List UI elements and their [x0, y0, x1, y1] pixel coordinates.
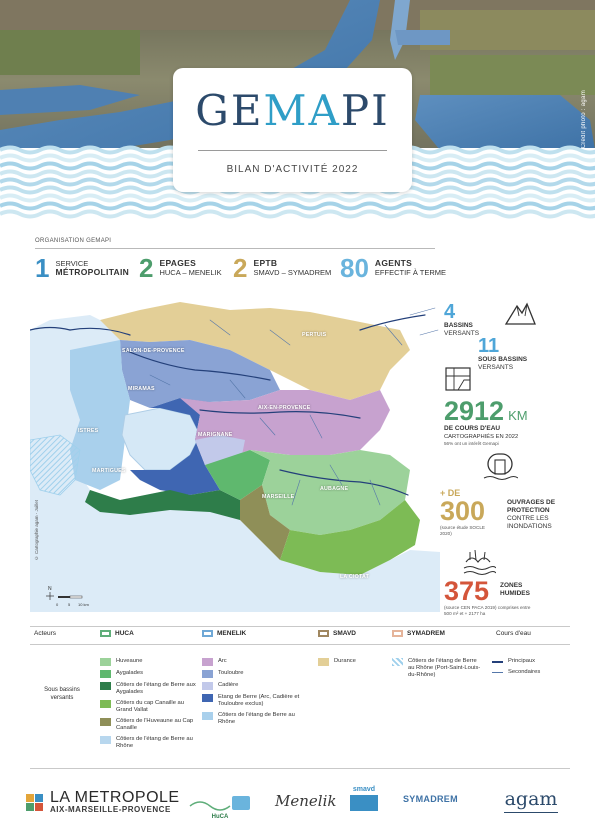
photo-credit: Crédit photo : agam	[581, 90, 587, 149]
legend-item: Cadière	[202, 682, 307, 690]
legend-top-rule	[30, 626, 570, 627]
stat-note-1: (source CEN PACA 2019) comprises entre	[444, 605, 531, 610]
legend-cours-eau: Cours d'eau	[496, 630, 531, 637]
legend-items-menelik	[202, 658, 307, 730]
map-label-aix: AIX-EN-PROVENCE	[258, 405, 311, 411]
legend-item: Côtiers de l'étang de Berre au Rhône	[202, 712, 307, 726]
stat-label-1: ZONES	[500, 582, 523, 589]
org-line2: EFFECTIF À TERME	[374, 268, 447, 277]
stat-label-1: SOUS BASSINS	[478, 356, 528, 363]
org-item-eptb	[233, 254, 331, 282]
stat-label-2: PROTECTION	[507, 507, 550, 514]
wave-line	[0, 204, 595, 209]
legend-bottom-rule	[30, 768, 570, 769]
legend-acteurs: Acteurs	[34, 630, 57, 637]
metropole-icon	[25, 792, 47, 812]
stat-prefix: + DE	[440, 488, 461, 498]
stat-label-4: INONDATIONS	[507, 523, 552, 530]
logo-smavd	[350, 786, 378, 811]
smavd-name: smavd	[352, 786, 376, 793]
org-item-service	[35, 254, 129, 282]
scale-mid: 5	[68, 602, 71, 607]
org-number: 80	[340, 253, 369, 283]
map-label-pertuis: PERTUIS	[302, 332, 327, 338]
stat-number: 11	[478, 335, 500, 357]
menelik-name: Menelik	[275, 792, 337, 810]
org-line2: MÉTROPOLITAIN	[55, 267, 130, 277]
metropole-region: AIX-MARSEILLE-PROVENCE	[50, 805, 171, 814]
legend-items-huca	[100, 658, 200, 754]
legend-item: Côtiers de l'Huveaune au Cap Canaille	[100, 718, 200, 732]
agam-rule	[504, 812, 558, 813]
huca-name: HuCA	[211, 814, 229, 820]
org-line1: EPTB	[253, 257, 278, 268]
org-number: 2	[233, 253, 248, 283]
stat-sous-bassins	[478, 336, 527, 372]
legend-group-huca: HUCA	[100, 630, 134, 637]
map-label-marignane: MARIGNANE	[198, 432, 233, 438]
map-label-aubagne: AUBAGNE	[320, 486, 349, 492]
legend-items-smavd	[318, 658, 388, 670]
org-line2: HUCA – MENELIK	[159, 268, 222, 277]
stat-unit: KM	[508, 408, 528, 423]
org-line2: SMAVD – SYMADREM	[253, 268, 332, 277]
legend-item: Touloubre	[202, 670, 307, 678]
organisation-divider	[35, 248, 435, 249]
legend-item: Huveaune	[100, 658, 200, 666]
legend-group-swatch	[318, 630, 329, 637]
stat-number: 4	[444, 301, 456, 323]
logo-menelik	[275, 792, 336, 810]
organisation-label: ORGANISATION GEMAPI	[35, 238, 112, 244]
org-line1: AGENTS	[374, 257, 413, 268]
stat-note-1: (source étude SOCLE	[440, 525, 485, 530]
dam-icon	[482, 450, 518, 484]
map-label-martigues: MARTIGUES	[92, 468, 126, 474]
organisation-row	[35, 254, 455, 282]
stat-number: 300	[440, 496, 486, 526]
mountain-icon	[503, 298, 537, 328]
wetland-icon	[462, 548, 496, 576]
stat-note: 56% ont un intérêt Gemapi	[444, 441, 499, 446]
legend-group-swatch	[392, 630, 403, 637]
map-grid-icon	[444, 366, 474, 392]
scale-zero: 0	[56, 602, 59, 607]
logo-symadrem	[403, 794, 458, 804]
logo-metropole	[25, 790, 180, 814]
legend-item: Côtiers de l'étang de Berre aux Aygalades	[100, 682, 200, 696]
org-number: 2	[139, 253, 154, 283]
stat-label-2: VERSANTS	[444, 330, 480, 337]
stat-number: 2912 KM	[444, 396, 528, 426]
org-item-agents	[340, 254, 446, 282]
map-label-laciotat: LA CIOTAT	[340, 574, 370, 580]
legend-item: Côtiers de l'étang de Berre au Rhône (Port-Saint-Louis-du-Rhône)	[392, 658, 484, 679]
stat-ouvrages-label	[507, 499, 555, 531]
title-divider	[198, 150, 387, 151]
hero-banner	[0, 0, 595, 225]
north-arrow: N	[48, 586, 52, 592]
logo-agam	[504, 788, 558, 813]
stat-label-2: HUMIDES	[500, 590, 530, 597]
legend-group-swatch	[202, 630, 213, 637]
legend-item: Etang de Berre (Arc, Cadière et Touloubre exclus)	[202, 694, 307, 708]
map-legend	[30, 626, 570, 768]
legend-group-smavd: SMAVD	[318, 630, 356, 637]
org-line1: SERVICE	[55, 258, 89, 268]
agam-name: agam	[504, 788, 558, 810]
symadrem-name: SYMADREM	[403, 794, 458, 804]
stat-label-2: CARTOGRAPHIÉS EN 2022	[444, 434, 519, 440]
stat-number: 375	[444, 576, 490, 606]
legend-sous-bassins: Sous bassins versants	[44, 687, 80, 701]
logo-huca	[188, 792, 252, 820]
huca-mark	[188, 792, 252, 814]
legend-river: Principaux	[492, 658, 570, 665]
watershed-map	[30, 290, 440, 612]
legend-items-symadrem	[392, 658, 484, 683]
partner-logos	[0, 778, 595, 821]
map-label-salon: SALON-DE-PROVENCE	[122, 348, 185, 354]
stat-cours-eau	[444, 398, 528, 447]
legend-item: Côtiers du cap Canaille au Grand Vallat	[100, 700, 200, 714]
stat-zones-label	[500, 582, 530, 598]
legend-group-menelik: MENELIK	[202, 630, 246, 637]
legend-group-swatch	[100, 630, 111, 637]
stat-bassins	[444, 302, 479, 338]
stat-note-2: 500 m² et + 2177 ha	[444, 611, 486, 616]
org-item-epages	[139, 254, 222, 282]
legend-item: Arc	[202, 658, 307, 666]
map-label-miramas: MIRAMAS	[128, 386, 155, 392]
scale-max: 10 km	[78, 602, 89, 607]
legend-river: Secondaires	[492, 669, 570, 676]
stat-label-1: OUVRAGES DE	[507, 499, 556, 506]
legend-group-symadrem: SYMADREM	[392, 630, 445, 637]
stat-label-3: CONTRE LES	[507, 515, 549, 522]
stat-note-2: 2020)	[440, 531, 452, 536]
legend-items-rivers	[492, 658, 570, 680]
map-credit: © Cartographie agam - Juillet	[34, 500, 39, 561]
wave-line	[0, 196, 595, 201]
wave-line	[0, 212, 595, 217]
stat-label-1: DE COURS D'EAU	[444, 425, 501, 432]
stat-label-2: VERSANTS	[478, 364, 514, 371]
legend-item: Aygalades	[100, 670, 200, 678]
smavd-mark	[350, 795, 378, 811]
metropole-name: LA METROPOLE	[50, 789, 180, 806]
legend-header-rule	[30, 644, 570, 645]
org-line1: EPAGES	[159, 257, 197, 268]
stat-ouvrages	[440, 488, 485, 537]
org-number: 1	[35, 253, 50, 283]
report-subtitle: BILAN D'ACTIVITÉ 2022	[226, 164, 359, 175]
map-drawing	[30, 290, 440, 612]
map-label-istres: ISTRES	[78, 428, 99, 434]
stat-label-1: BASSINS	[444, 322, 473, 329]
legend-item: Côtiers de l'étang de Berre au Rhône	[100, 736, 200, 750]
map-label-marseille: MARSEILLE	[262, 494, 295, 500]
legend-item: Durance	[318, 658, 388, 666]
title-card	[173, 68, 412, 192]
gemapi-logo: GEMAPI	[195, 86, 390, 135]
